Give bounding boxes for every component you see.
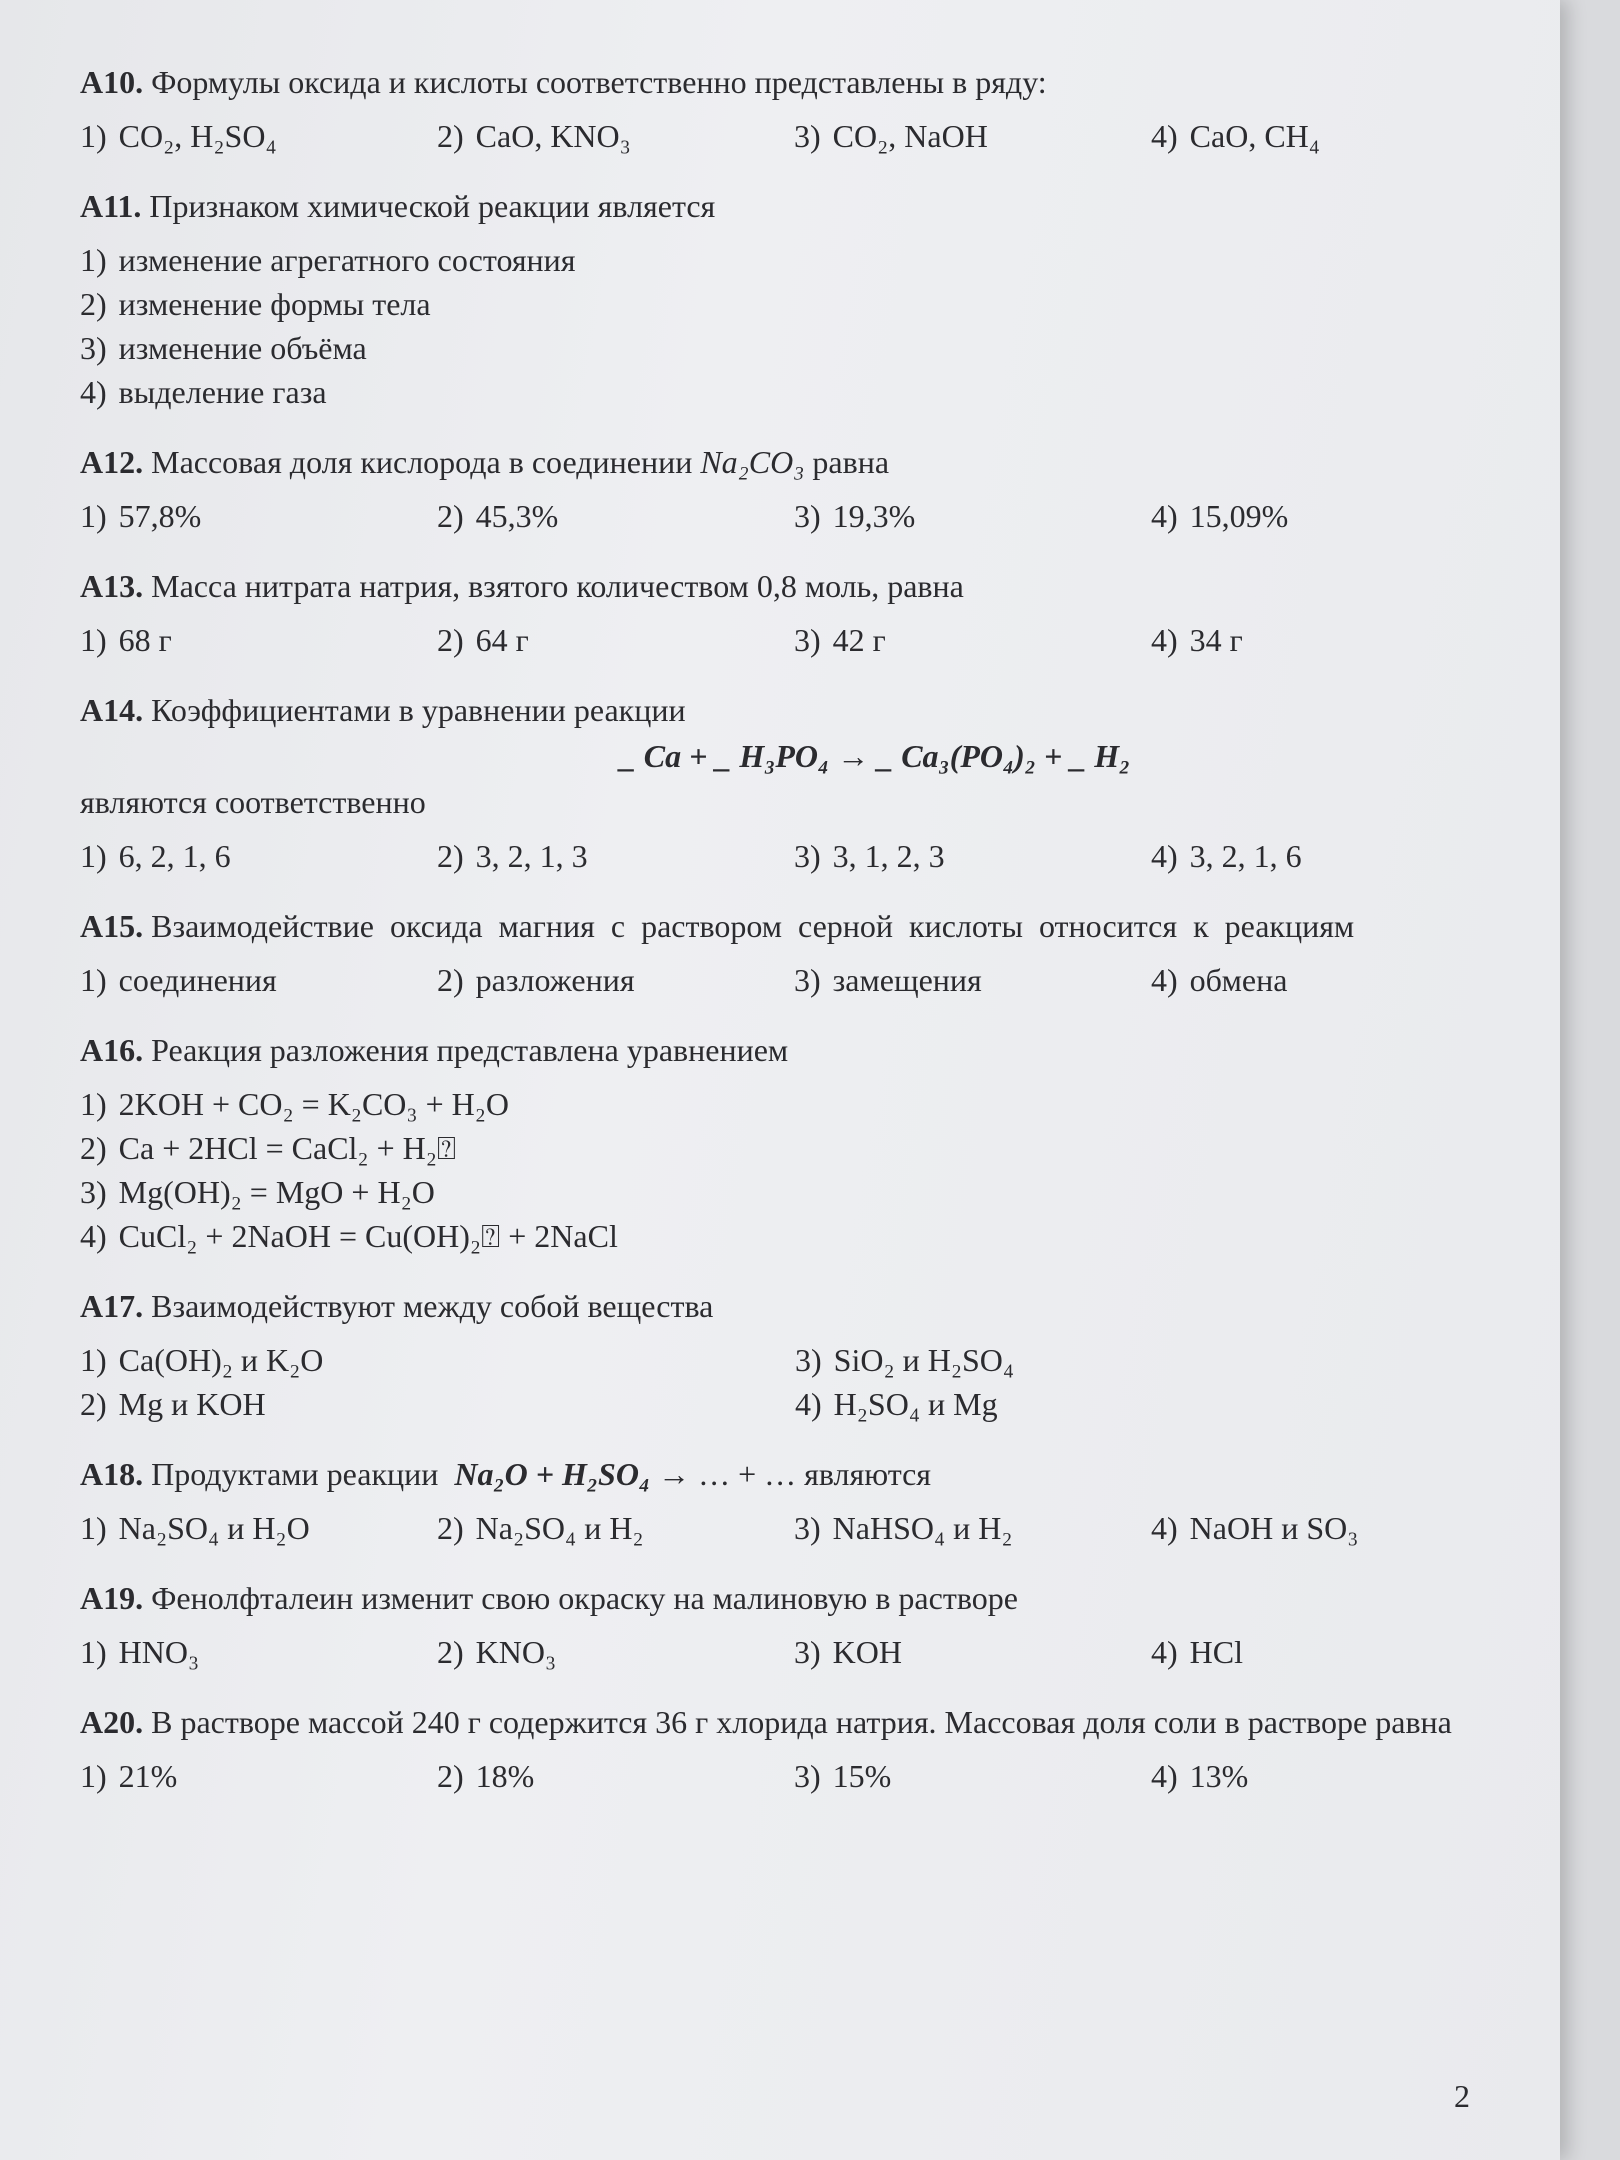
question-number: А16. xyxy=(80,1032,144,1068)
question-a17 xyxy=(80,1284,1510,1426)
question-a18 xyxy=(80,1452,1510,1550)
question-stem-tail: равна xyxy=(812,444,890,480)
option-1[interactable]: 1) соединения xyxy=(80,962,277,998)
question-a14 xyxy=(80,688,1510,878)
question-a10 xyxy=(80,60,1510,158)
option-1[interactable]: 1) 21% xyxy=(80,1758,178,1794)
option-2[interactable]: 2) Ca + 2HCl = CaCl₂ + H₂⍰ xyxy=(80,1130,457,1166)
options xyxy=(80,1082,1510,1258)
options xyxy=(80,1506,1510,1550)
question-stem: В растворе массой 240 г содержится 36 г хлорида натрия. Массовая доля соли в растворе равна xyxy=(151,1704,1452,1740)
question-number: А15. xyxy=(80,908,144,944)
option-4[interactable]: 4) 34 г xyxy=(1151,622,1243,658)
question-stem: Взаимодействуют между собой вещества xyxy=(151,1288,714,1324)
option-2[interactable]: 2) 64 г xyxy=(437,622,529,658)
question-a19 xyxy=(80,1576,1510,1674)
option-4[interactable]: 4) выделение газа xyxy=(80,374,327,410)
question-list xyxy=(80,60,1510,1824)
option-2[interactable]: 2) 18% xyxy=(437,1758,535,1794)
reaction-arrow: → … + … xyxy=(658,1456,797,1492)
option-4[interactable]: 4) 3, 2, 1, 6 xyxy=(1151,838,1302,874)
option-1[interactable]: 1) Na₂SO₄ и H₂O xyxy=(80,1510,310,1546)
question-stem: Признаком химической реакции является xyxy=(149,188,716,224)
question-number: А14. xyxy=(80,692,144,728)
option-2[interactable]: 2) Na₂SO₄ и H₂ xyxy=(437,1510,644,1546)
option-1[interactable]: 1) 6, 2, 1, 6 xyxy=(80,838,231,874)
option-3[interactable]: 3) изменение объёма xyxy=(80,330,367,366)
page-number: 2 xyxy=(1454,2078,1470,2114)
question-a13 xyxy=(80,564,1510,662)
question-stem: Масса нитрата натрия, взятого количеством 0,8 моль, равна xyxy=(151,568,964,604)
option-3[interactable]: 3) 19,3% xyxy=(794,498,916,534)
option-3[interactable]: 3) Mg(OH)₂ = MgO + H₂O xyxy=(80,1174,435,1210)
option-2[interactable]: 2) CaO, KNO₃ xyxy=(437,118,631,154)
option-4[interactable]: 4) обмена xyxy=(1151,962,1288,998)
question-stem: Продуктами реакции xyxy=(151,1456,439,1492)
question-a20 xyxy=(80,1700,1510,1798)
option-4[interactable]: 4) NaOH и SO₃ xyxy=(1151,1510,1359,1546)
options xyxy=(80,958,1510,1002)
option-1[interactable]: 1) Ca(OH)₂ и K₂O xyxy=(80,1342,324,1378)
option-1[interactable]: 1) 2KOH + CO₂ = K₂CO₃ + H₂O xyxy=(80,1086,509,1122)
option-2[interactable]: 2) 45,3% xyxy=(437,498,559,534)
option-3[interactable]: 3) NaHSO₄ и H₂ xyxy=(794,1510,1013,1546)
question-a11 xyxy=(80,184,1510,414)
option-3[interactable]: 3) CO₂, NaOH xyxy=(794,118,988,154)
question-stem: Массовая доля кислорода в соединении xyxy=(151,444,693,480)
reaction-equation: _ Ca + _ H₃PO₄ → _ Ca₃(PO₄)₂ + _ H₂ xyxy=(619,738,1131,774)
option-2[interactable]: 2) разложения xyxy=(437,962,635,998)
question-a16 xyxy=(80,1028,1510,1258)
option-4[interactable]: 4) HCl xyxy=(1151,1634,1243,1670)
option-3[interactable]: 3) 42 г xyxy=(794,622,886,658)
options xyxy=(80,1754,1510,1798)
option-1[interactable]: 1) 57,8% xyxy=(80,498,202,534)
options xyxy=(80,238,1510,414)
question-number: А10. xyxy=(80,64,144,100)
option-1[interactable]: 1) HNO₃ xyxy=(80,1634,200,1670)
option-4[interactable]: 4) H₂SO₄ и Mg xyxy=(795,1386,998,1422)
question-stem: Коэффициентами в уравнении реакции xyxy=(151,692,686,728)
question-number: А20. xyxy=(80,1704,144,1740)
question-number: А17. xyxy=(80,1288,144,1324)
option-2[interactable]: 2) KNO₃ xyxy=(437,1634,557,1670)
option-3[interactable]: 3) SiO₂ и H₂SO₄ xyxy=(795,1342,1015,1378)
options xyxy=(80,1338,1510,1426)
question-stem-tail: являются соответственно xyxy=(80,784,426,820)
option-4[interactable]: 4) CaO, CH₄ xyxy=(1151,118,1320,154)
option-2[interactable]: 2) 3, 2, 1, 3 xyxy=(437,838,588,874)
option-1[interactable]: 1) 68 г xyxy=(80,622,172,658)
question-stem: Фенолфталеин изменит свою окраску на малиновую в растворе xyxy=(151,1580,1018,1616)
question-stem-tail: являются xyxy=(804,1456,932,1492)
option-2[interactable]: 2) Mg и KOH xyxy=(80,1386,266,1422)
options xyxy=(80,1630,1510,1674)
option-3[interactable]: 3) замещения xyxy=(794,962,982,998)
option-2[interactable]: 2) изменение формы тела xyxy=(80,286,431,322)
question-number: А18. xyxy=(80,1456,144,1492)
question-a15 xyxy=(80,904,1510,1002)
option-3[interactable]: 3) KOH xyxy=(794,1634,902,1670)
question-number: А19. xyxy=(80,1580,144,1616)
option-3[interactable]: 3) 15% xyxy=(794,1758,892,1794)
option-4[interactable]: 4) 15,09% xyxy=(1151,498,1289,534)
option-1[interactable]: 1) CO₂, H₂SO₄ xyxy=(80,118,277,154)
option-1[interactable]: 1) изменение агрегатного состояния xyxy=(80,242,576,278)
option-4[interactable]: 4) CuCl₂ + 2NaOH = Cu(OH)₂⍰ + 2NaCl xyxy=(80,1218,618,1254)
options xyxy=(80,618,1510,662)
question-formula: Na₂CO₃ xyxy=(700,444,805,480)
question-a12 xyxy=(80,440,1510,538)
options xyxy=(80,114,1510,158)
option-3[interactable]: 3) 3, 1, 2, 3 xyxy=(794,838,945,874)
question-number: А12. xyxy=(80,444,144,480)
question-stem: Взаимодействие оксида магния с раствором серной кислоты относится к реакциям xyxy=(151,908,1355,944)
options xyxy=(80,494,1510,538)
question-number: А13. xyxy=(80,568,144,604)
question-number: А11. xyxy=(80,188,142,224)
options xyxy=(80,834,1510,878)
option-4[interactable]: 4) 13% xyxy=(1151,1758,1249,1794)
question-formula: Na₂O + H₂SO₄ xyxy=(454,1456,651,1492)
question-stem: Реакция разложения представлена уравнением xyxy=(151,1032,789,1068)
question-stem: Формулы оксида и кислоты соответственно представлены в ряду: xyxy=(151,64,1047,100)
